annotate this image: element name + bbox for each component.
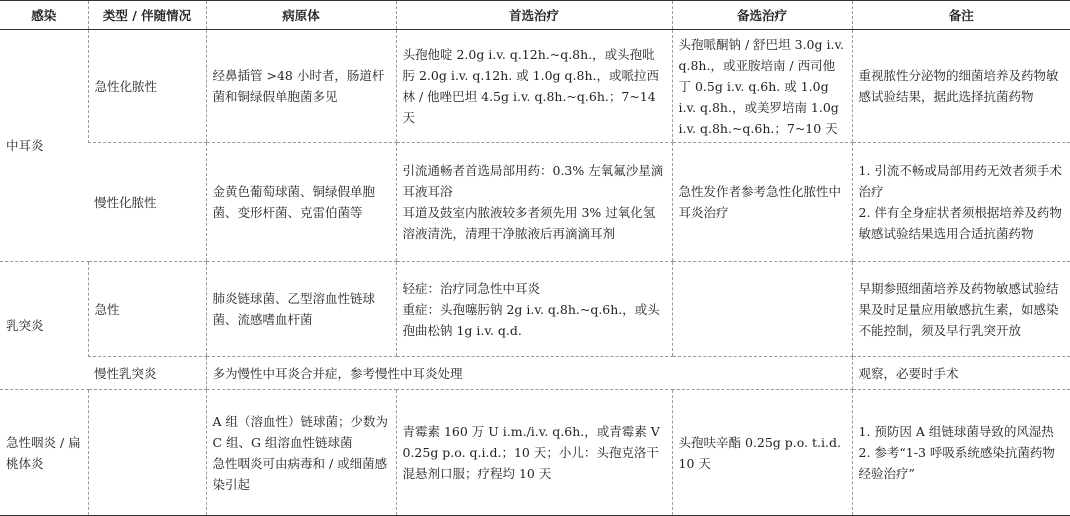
first-line-cell: 引流通畅者首选局部用药：0.3% 左氧氟沙星滴耳液耳浴 耳道及鼓室内脓液较多者须先用 3% 过氧化氢溶液清洗，清理干净脓液后再滴滴耳剂	[396, 143, 672, 262]
first-line-cell: 头孢他啶 2.0g i.v. q.12h.~q.8h.，或头孢吡肟 2.0g i.v. q.12h. 或 1.0g q.8h.，或哌拉西林 / 他唑巴坦 4.5g i.v. q.8h.~q.6h.；7~14 天	[396, 30, 672, 143]
note-cell: 早期参照细菌培养及药物敏感试验结果及时足量应用敏感抗生素，如感染不能控制，须及早行乳突开放	[852, 262, 1070, 357]
pathogen-cell: 金黄色葡萄球菌、铜绿假单胞菌、变形杆菌、克雷伯菌等	[206, 143, 396, 262]
infection-cell-otitis-media: 中耳炎	[0, 30, 88, 262]
table-row	[0, 262, 1070, 357]
alternative-cell: 头孢哌酮钠 / 舒巴坦 3.0g i.v. q.8h.，或亚胺培南 / 西司他丁 0.5g i.v. q.6h. 或 1.0g i.v. q.8h.，或美罗培南 1.0g i.v. q.8h.~q.6h.；7~10 天	[672, 30, 852, 143]
type-cell: 慢性乳突炎	[88, 357, 206, 390]
alternative-cell	[672, 262, 852, 357]
header-note: 备注	[852, 1, 1070, 30]
table-row	[0, 143, 1070, 262]
pathogen-cell: A 组（溶血性）链球菌；少数为 C 组、G 组溶血性链球菌 急性咽炎可由病毒和 / 或细菌感染引起	[206, 390, 396, 516]
table-row	[0, 357, 1070, 390]
header-type: 类型 / 伴随情况	[88, 1, 206, 30]
type-cell: 急性	[88, 262, 206, 357]
pathogen-cell: 经鼻插管 >48 小时者，肠道杆菌和铜绿假单胞菌多见	[206, 30, 396, 143]
table-row	[0, 390, 1070, 516]
note-cell: 观察，必要时手术	[852, 357, 1070, 390]
merged-treatment-cell: 多为慢性中耳炎合并症，参考慢性中耳炎处理	[206, 357, 852, 390]
alternative-cell: 头孢呋辛酯 0.25g p.o. t.i.d. 10 天	[672, 390, 852, 516]
table-row	[0, 30, 1070, 143]
type-cell: 急性化脓性	[88, 30, 206, 143]
header-first-line: 首选治疗	[396, 1, 672, 30]
header-row	[0, 1, 1070, 30]
note-cell: 1. 预防因 A 组链球菌导致的风湿热 2. 参考“1-3 呼吸系统感染抗菌药物经验治疗”	[852, 390, 1070, 516]
infection-cell-pharyngitis: 急性咽炎 / 扁桃体炎	[0, 390, 88, 516]
note-cell: 重视脓性分泌物的细菌培养及药物敏感试验结果，据此选择抗菌药物	[852, 30, 1070, 143]
first-line-cell: 轻症：治疗同急性中耳炎 重症：头孢噻肟钠 2g i.v. q.8h.~q.6h.，或头孢曲松钠 1g i.v. q.d.	[396, 262, 672, 357]
note-cell: 1. 引流不畅或局部用药无效者须手术治疗 2. 伴有全身症状者须根据培养及药物敏感试验结果选用合适抗菌药物	[852, 143, 1070, 262]
pathogen-cell: 肺炎链球菌、乙型溶血性链球菌、流感嗜血杆菌	[206, 262, 396, 357]
header-infection: 感染	[0, 1, 88, 30]
header-alternative: 备选治疗	[672, 1, 852, 30]
alternative-cell: 急性发作者参考急性化脓性中耳炎治疗	[672, 143, 852, 262]
header-pathogen: 病原体	[206, 1, 396, 30]
type-cell: 慢性化脓性	[88, 143, 206, 262]
first-line-cell: 青霉素 160 万 U i.m./i.v. q.6h.，或青霉素 V 0.25g p.o. q.i.d.；10 天；小儿：头孢克洛干混悬剂口服；疗程均 10 天	[396, 390, 672, 516]
infection-cell-mastoiditis: 乳突炎	[0, 262, 88, 390]
type-cell	[88, 390, 206, 516]
